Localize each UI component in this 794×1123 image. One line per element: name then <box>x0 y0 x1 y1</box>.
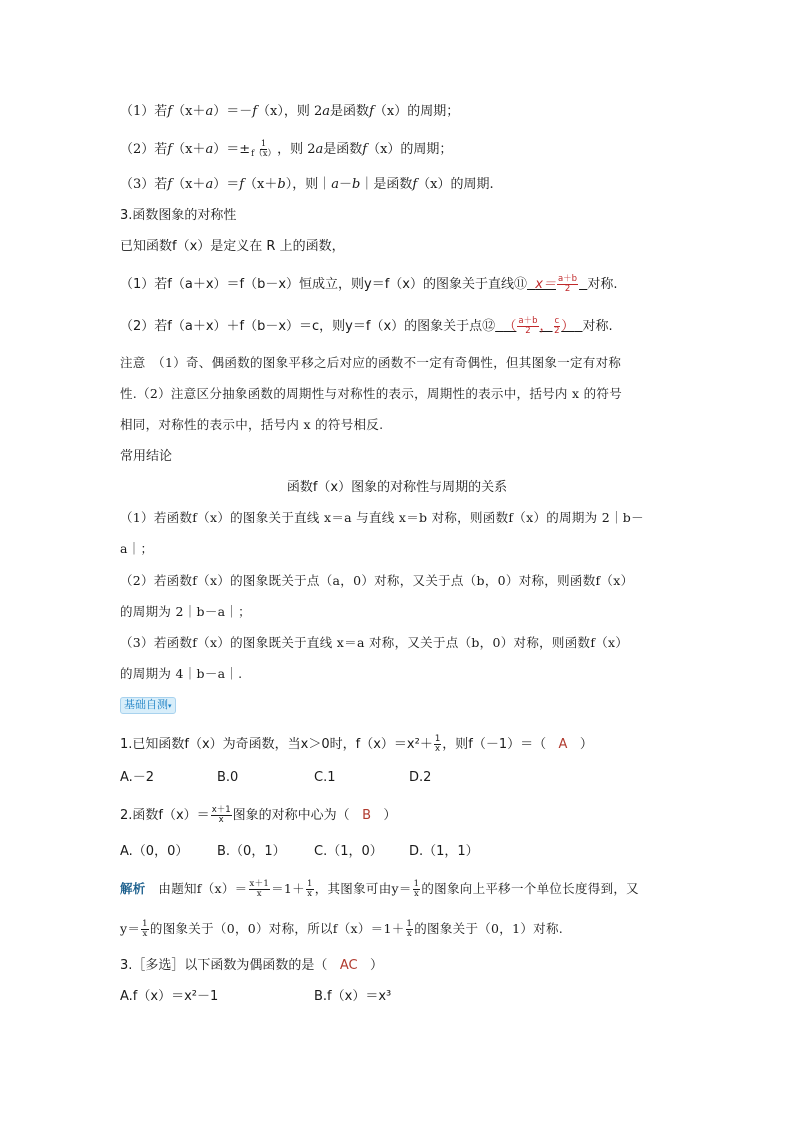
answer-1: A <box>558 737 568 752</box>
period-item-3: （3）若f（x＋a）＝f（x＋b），则｜a－b｜是函数f（x）的周期. <box>120 177 494 192</box>
option-d: D.2 <box>409 770 432 785</box>
analysis-line-2: y＝ $\frac{1}{x}$ 的图象关于（0，0）对称，所以f（x）＝1＋ $\frac{1}{x}$ 的图象关于（0，1）对称. <box>120 919 564 939</box>
fraction: $\frac{1}{f(x)}$ <box>251 139 277 159</box>
symmetry-intro: 已知函数f（x）是定义在 R 上的函数， <box>120 239 345 254</box>
option-d: D.（1，1） <box>409 844 479 859</box>
symmetry-item-2: （2）若f（a＋x）＋f（b－x）＝c，则y＝f（x）的图象关于点⑫ （ $\frac{a+b}{2}$ ， $\frac{c}{2}$ ） 对称. <box>120 316 613 336</box>
question-3: 3.［多选］以下函数为偶函数的是（ AC ） <box>120 958 383 973</box>
analysis-line-1: 解析 由题知f（x）＝ $\frac{x+1}{x}$ ＝1＋ $\frac{1}{x}$ ，其图象可由y＝ $\frac{1}{x}$ 的图象向上平移一个单位长度得到，又 <box>120 879 639 899</box>
note-line-2: 性.（2）注意区分抽象函数的周期性与对称性的表示，周期性的表示中，括号内 x 的符号 <box>120 386 623 401</box>
question-2-options <box>120 843 479 861</box>
basic-self-test-badge: 基础自测▾ <box>120 697 176 714</box>
option-a: A.（0，0） <box>120 844 189 859</box>
conclusion-3b: 的周期为 4｜b－a｜. <box>120 666 243 681</box>
option-b: B.（0，1） <box>217 844 286 859</box>
conclusion-3a: （3）若函数f（x）的图象既关于直线 x＝a 对称，又关于点（b，0）对称，则函数f（x） <box>120 635 629 650</box>
conclusion-2b: 的周期为 2｜b－a｜； <box>120 604 251 619</box>
conclusion-1b: a｜； <box>120 541 154 556</box>
period-item-2: （2）若f（x＋a）＝± $\frac{1}{f(x)}$ ，则 2a是函数f（x）的周期； <box>120 139 453 159</box>
question-1: 1.已知函数f（x）为奇函数，当x＞0时，f（x）＝x²＋ $\frac{1}{x}$ ，则f（－1）＝（ A ） <box>120 734 593 754</box>
period-item-1: （1）若f（x＋a）＝－f（x），则 2a是函数f（x）的周期； <box>120 104 460 119</box>
option-c: C.1 <box>314 770 336 785</box>
option-b: B.0 <box>217 770 239 785</box>
conclusion-title: 函数f（x）图象的对称性与周期的关系 <box>286 480 508 495</box>
note-line-1: 注意 （1）奇、偶函数的图象平移之后对应的函数不一定有奇偶性，但其图象一定有对称 <box>120 355 622 370</box>
option-c: C.（1，0） <box>314 844 383 859</box>
conclusion-2a: （2）若函数f（x）的图象既关于点（a，0）对称，又关于点（b，0）对称，则函数f（x） <box>120 573 634 588</box>
question-1-options <box>120 769 431 787</box>
option-a: A.f（x）＝x²－1 <box>120 989 219 1004</box>
conclusion-1a: （1）若函数f（x）的图象关于直线 x＝a 与直线 x＝b 对称，则函数f（x）的周期为 2｜b－ <box>120 510 644 525</box>
symmetry-heading: 3.函数图象的对称性 <box>120 208 237 223</box>
question-3-options <box>120 988 391 1006</box>
option-a: A.－2 <box>120 770 155 785</box>
answer-3: AC <box>339 958 358 973</box>
conclusion-heading: 常用结论 <box>120 449 173 464</box>
analysis-label: 解析 <box>120 881 146 896</box>
chevron-down-icon: ▾ <box>168 702 172 710</box>
symmetry-item-1: （1）若f（a＋x）＝f（b－x）恒成立，则y＝f（x）的图象关于直线⑪ x＝ $\frac{a+b}{2}$ 对称. <box>120 274 618 294</box>
question-2: 2.函数f（x）＝ $\frac{x+1}{x}$ 图象的对称中心为（ B ） <box>120 805 397 825</box>
answer-2: B <box>362 808 371 823</box>
note-line-3: 相同，对称性的表示中，括号内 x 的符号相反. <box>120 417 384 432</box>
option-b: B.f（x）＝x³ <box>314 989 392 1004</box>
